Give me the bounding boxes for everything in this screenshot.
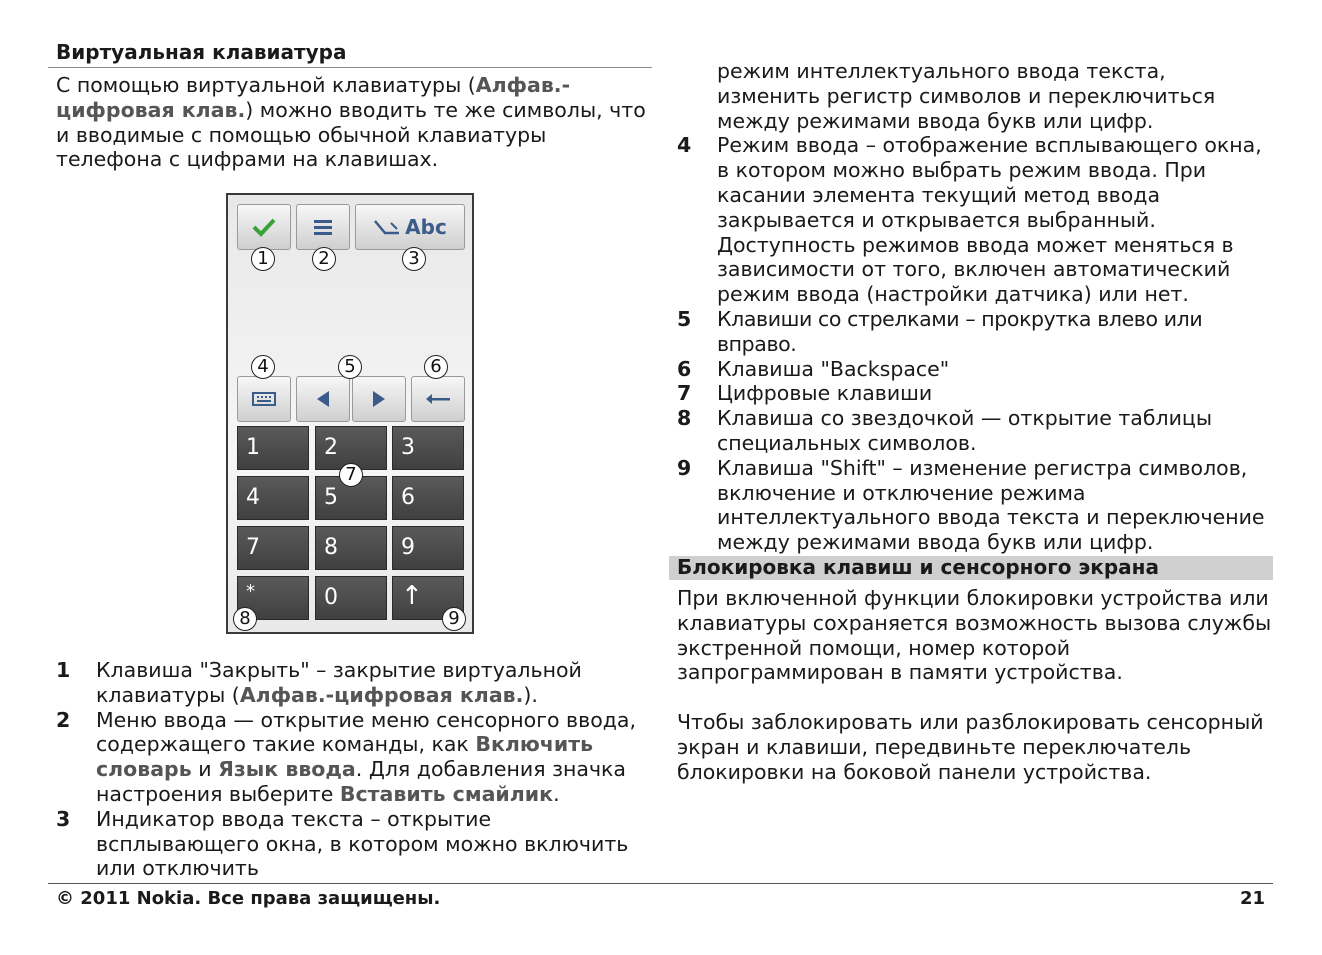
list-item	[56, 807, 646, 881]
arrow-right-button[interactable]	[352, 376, 406, 422]
item-text: Клавиша со звездочкой — открытие таблицы специальных символов.	[717, 406, 1213, 455]
item-number: 1	[56, 658, 71, 682]
virtual-keyboard-figure	[226, 193, 474, 634]
list-item-continuation	[677, 59, 1273, 133]
callout-4: 4	[251, 355, 275, 379]
backspace-icon	[424, 393, 452, 405]
list-item	[56, 658, 646, 708]
key-0[interactable]: 0	[315, 576, 387, 620]
key-9[interactable]: 9	[392, 526, 464, 570]
item-bold: Включить словарь	[96, 732, 594, 782]
list-item	[56, 708, 646, 807]
key-5[interactable]: 5	[315, 476, 387, 520]
item-text: . Для добавления значка настроения выберите	[96, 757, 626, 806]
key-1[interactable]: 1	[237, 426, 309, 470]
callout-5: 5	[338, 355, 362, 379]
key-4[interactable]: 4	[237, 476, 309, 520]
item-text: ).	[523, 682, 538, 707]
key-3[interactable]: 3	[392, 426, 464, 470]
pen-icon	[373, 217, 401, 237]
list-item	[677, 307, 1273, 357]
item-number: 4	[677, 133, 692, 158]
key-8[interactable]: 8	[315, 526, 387, 570]
callout-3: 3	[402, 247, 426, 271]
item-text: и	[191, 757, 219, 782]
lock-paragraph-2: Чтобы заблокировать или разблокировать сенсорный экран и клавиши, передвиньте переключатель блокировки на боковой панели устройства.	[677, 710, 1264, 784]
item-number: 7	[677, 381, 692, 406]
item-bold: Алфав.-цифровая клав.	[239, 682, 524, 707]
key-7[interactable]: 7	[237, 526, 309, 570]
item-number: 6	[677, 356, 692, 381]
item-bold: Язык ввода	[218, 757, 356, 782]
arrow-left-button[interactable]	[296, 376, 350, 422]
intro-paragraph	[56, 73, 646, 172]
footer-copyright: © 2011 Nokia. Все права защищены.	[56, 888, 441, 909]
legend-list-right	[677, 59, 1273, 555]
item-text: Клавиша "Backspace"	[717, 356, 950, 381]
item-text: Цифровые клавиши	[717, 381, 933, 406]
footer-rule	[48, 883, 1273, 884]
text-input-indicator[interactable]	[355, 204, 465, 250]
item-number: 3	[56, 806, 71, 831]
callout-7: 7	[339, 463, 363, 487]
callout-8: 8	[233, 607, 257, 631]
close-button[interactable]	[237, 204, 291, 250]
arrow-right-icon	[371, 389, 387, 409]
callout-9: 9	[442, 607, 466, 631]
item-number: 9	[677, 455, 692, 480]
lock-paragraph-1: При включенной функции блокировки устройства или клавиатуры сохраняется возможность вызова службы экстренной помощи, номер которой запрограммирован в памяти устройства.	[677, 586, 1272, 685]
key-star[interactable]: *	[237, 576, 309, 620]
arrow-left-icon	[315, 389, 331, 409]
list-item	[677, 357, 1273, 382]
item-text: Индикатор ввода текста – открытие всплывающего окна, в котором можно включить или отключить	[96, 806, 629, 881]
callout-2: 2	[312, 247, 336, 271]
section-title-virtual-keyboard: Виртуальная клавиатура	[56, 40, 347, 64]
input-menu-button[interactable]	[296, 204, 350, 250]
abc-label: Abc	[405, 215, 447, 239]
check-icon	[251, 217, 277, 237]
item-text: Клавиша "Закрыть" – закрытие виртуальной клавиатуры (	[96, 658, 582, 707]
item-text: Клавиша "Shift" – изменение регистра символов, включение и отключение режима интеллектуального ввода текста и переключение между режимами ввода букв или цифр.	[717, 455, 1265, 555]
intro-text-end: ) можно вводить те же символы, что и вводимые с помощью обычной клавиатуры телефона с цифрами на клавишах.	[56, 97, 646, 172]
key-6[interactable]: 6	[392, 476, 464, 520]
item-text: .	[553, 781, 560, 806]
item-number: 2	[56, 707, 71, 732]
input-mode-button[interactable]	[237, 376, 291, 422]
title-underline	[48, 67, 652, 68]
legend-list-left	[56, 658, 646, 881]
list-item	[677, 133, 1273, 307]
keypad-icon	[252, 391, 276, 407]
menu-icon	[312, 218, 334, 236]
item-number: 5	[677, 306, 692, 331]
page-number: 21	[1240, 888, 1266, 909]
key-shift[interactable]: ↑	[392, 576, 464, 620]
item-text: Режим ввода – отображение всплывающего окна, в котором можно выбрать режим ввода. При касании элемента текущий метод ввода закрывается и открывается выбранный. Доступность режимов ввода может меняться в зависимости от того, включен автоматический режим ввода (настройки датчика) или нет.	[717, 133, 1262, 307]
item-text: Меню ввода — открытие меню сенсорного ввода, содержащего такие команды, как	[96, 707, 637, 757]
list-item	[677, 456, 1273, 555]
item-text: режим интеллектуального ввода текста, изменить регистр символов и переключиться между режимами ввода букв или цифр.	[717, 59, 1216, 133]
item-number: 8	[677, 406, 692, 431]
list-item	[677, 406, 1273, 456]
intro-bold: Алфав.-цифровая клав.	[56, 73, 571, 122]
item-text: Клавиши со стрелками – прокрутка влево или вправо.	[717, 306, 1203, 356]
list-item	[677, 381, 1273, 406]
key-2[interactable]: 2	[315, 426, 387, 470]
section-title-lock: Блокировка клавиш и сенсорного экрана	[677, 555, 1159, 579]
callout-6: 6	[424, 355, 448, 379]
item-bold: Вставить смайлик	[339, 781, 554, 806]
intro-text: С помощью виртуальной клавиатуры (	[56, 73, 476, 97]
backspace-button[interactable]	[411, 376, 465, 422]
callout-1: 1	[251, 247, 275, 271]
